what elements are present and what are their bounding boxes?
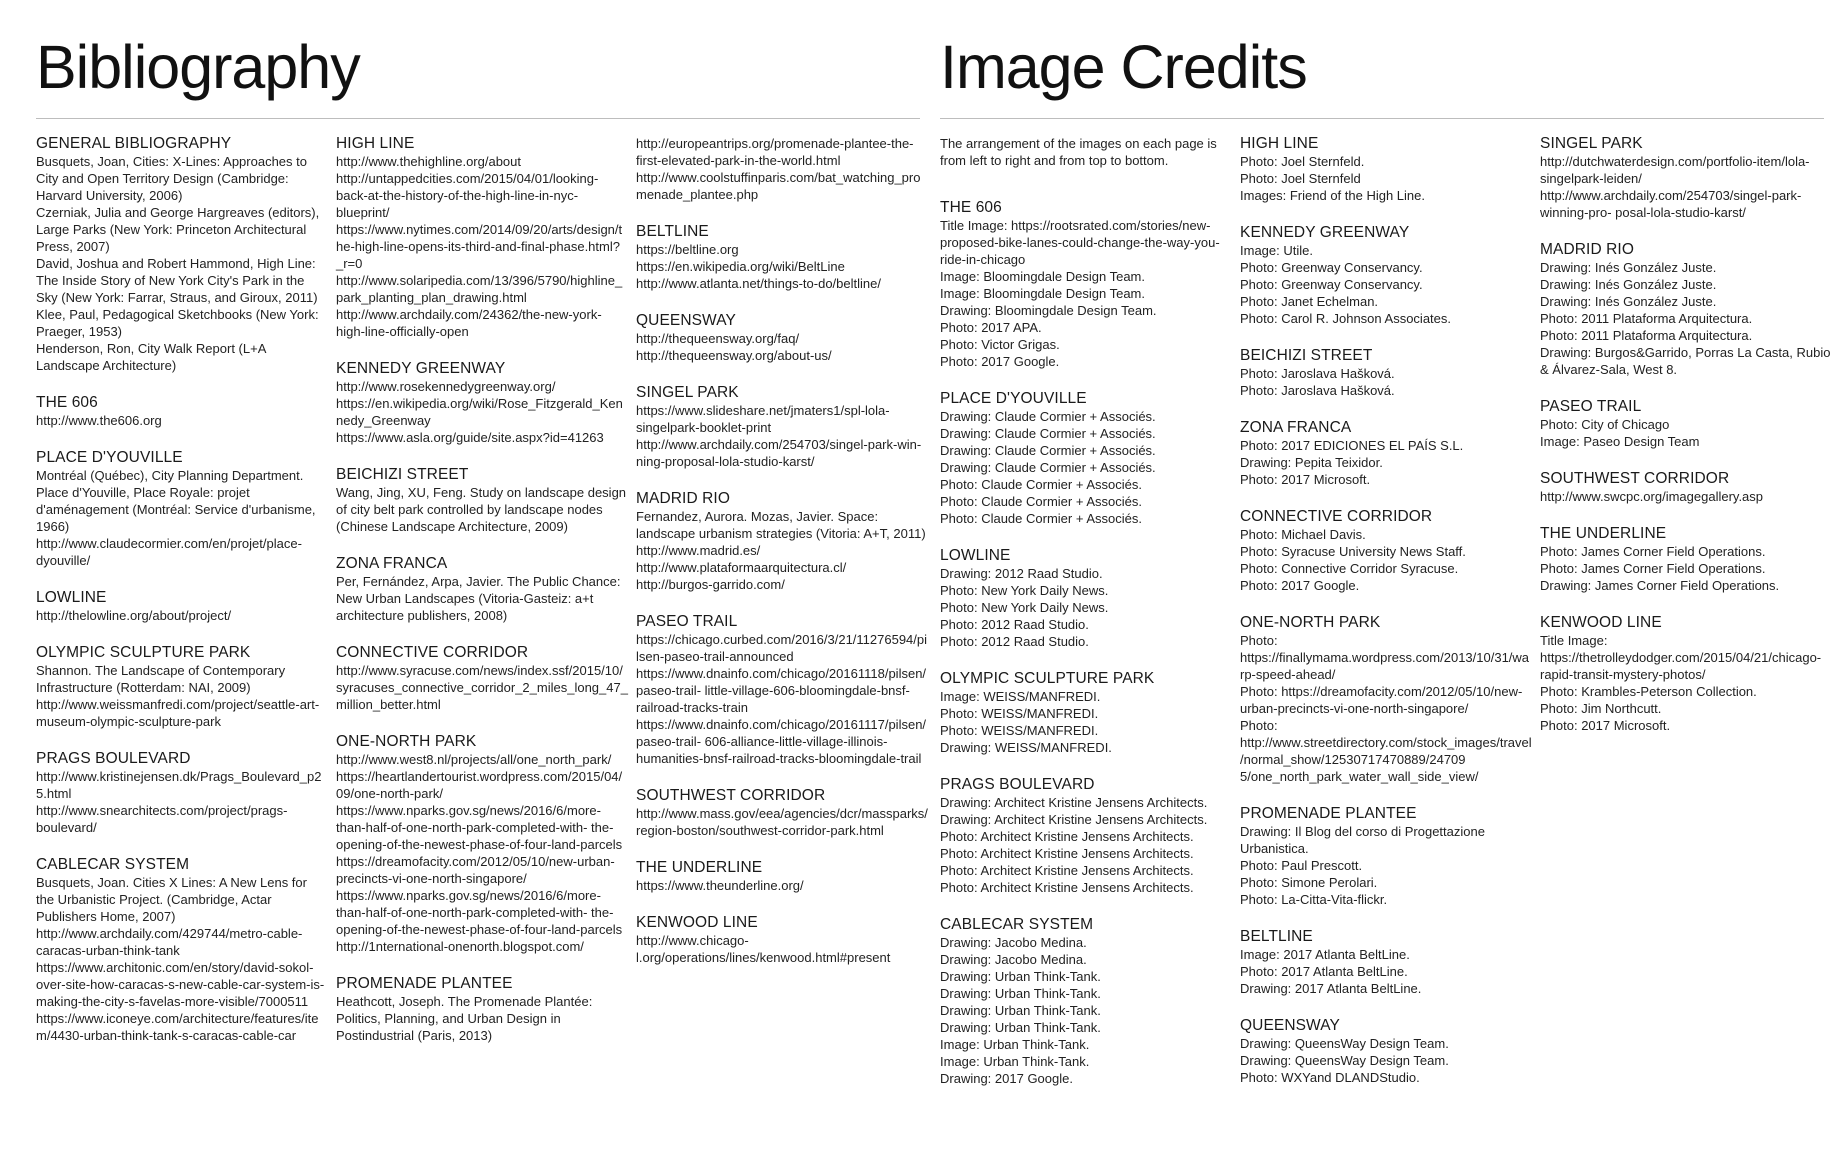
entry-line: Photo: https://finallymama.wordpress.com/2013/10/31/warp-speed-ahead/: [1240, 633, 1530, 682]
entry-line: Photo: Claude Cormier + Associés.: [940, 477, 1142, 492]
entry-title: PRAGS BOULEVARD: [940, 776, 1095, 793]
credit-entry: [1240, 135, 1532, 204]
entry-line: http://www.rosekennedygreenway.org/: [336, 379, 556, 394]
entry-line: Photo: James Corner Field Operations.: [1540, 561, 1766, 576]
bibliography-column-2: [336, 135, 628, 1064]
credit-entry: [1540, 614, 1832, 734]
entry-line: Photo: 2017 Google.: [940, 354, 1060, 369]
entry-line: Photo: La-Citta-Vita-flickr.: [1240, 892, 1388, 907]
entry-line: http://www.west8.nl/projects/all/one_north_park/ https://heartlandertourist.wordpress.com/2015/04/09/one-north-park/: [336, 752, 623, 801]
entry-line: http://www.mass.gov/eea/agencies/dcr/massparks/region-boston/southwest-corridor-park.html: [636, 806, 928, 838]
entry-line: Drawing: Urban Think-Tank.: [940, 1020, 1101, 1035]
entry-title: PROMENADE PLANTEE: [1240, 805, 1417, 822]
entry-line: https://chicago.curbed.com/2016/3/21/11276594/pilsen-paseo-trail-announced: [636, 632, 928, 664]
entry-line: http://www.archdaily.com/254703/singel-park-winning-pro- posal-lola-studio-karst/: [1540, 188, 1802, 220]
entry-title: BEICHIZI STREET: [1240, 347, 1373, 364]
entry-line: http://www.weissmanfredi.com/project/seattle-art-museum-olympic-sculpture-park: [36, 697, 320, 729]
entry-title: QUEENSWAY: [636, 312, 736, 329]
credit-entry: [940, 199, 1232, 370]
entry-title: KENWOOD LINE: [636, 914, 758, 931]
entry-line: http://www.chicago-l.org/operations/lines/kenwood.html#present: [636, 933, 891, 965]
entry-line: http://www.archdaily.com/24362/the-new-york-high-line-officially-open: [336, 307, 602, 339]
bibliography-entry: [636, 384, 928, 470]
bibliography-entry: [336, 360, 628, 446]
entry-line: Photo: Simone Perolari.: [1240, 875, 1378, 890]
entry-line: Drawing: 2017 Atlanta BeltLine.: [1240, 981, 1422, 996]
bibliography-entry: [636, 859, 928, 894]
credits-intro: The arrangement of the images on each page is from left to right and from top to bottom.: [940, 136, 1217, 168]
entry-title: PASEO TRAIL: [636, 613, 738, 630]
entry-title: KENNEDY GREENWAY: [1240, 224, 1410, 241]
credit-entry: [940, 916, 1232, 1087]
credit-entry: [1540, 398, 1832, 450]
entry-line: Photo: WXYand DLANDStudio.: [1240, 1070, 1420, 1085]
entry-title: SOUTHWEST CORRIDOR: [1540, 470, 1730, 487]
entry-line: Photo: WEISS/MANFREDI.: [940, 723, 1099, 738]
entry-title: OLYMPIC SCULPTURE PARK: [36, 644, 251, 661]
entry-title: PASEO TRAIL: [1540, 398, 1642, 415]
entry-line: Montréal (Québec), City Planning Department. Place d'Youville, Place Royale: projet d'aménagement (Montréal: Service d'urbanisme, 1966): [36, 468, 316, 534]
entry-line: Photo: 2017 Microsoft.: [1540, 718, 1671, 733]
entry-line: Klee, Paul, Pedagogical Sketchbooks (New York: Praeger, 1953): [36, 307, 319, 339]
entry-title: PRAGS BOULEVARD: [36, 750, 191, 767]
bibliography-entry: [336, 644, 628, 713]
entry-line: Drawing: Inés González Juste.: [1540, 294, 1717, 309]
entry-title: THE UNDERLINE: [1540, 525, 1667, 542]
entry-line: Drawing: Jacobo Medina.: [940, 935, 1087, 950]
bibliography-entry: [36, 589, 328, 624]
bibliography-entry: [336, 466, 628, 535]
entry-line: Image: Paseo Design Team: [1540, 434, 1700, 449]
credit-entry: [1540, 135, 1832, 221]
entry-title: ZONA FRANCA: [336, 555, 448, 572]
credit-entry: [940, 547, 1232, 650]
entry-line: http://www.thehighline.org/about: [336, 154, 522, 169]
entry-line: Photo: New York Daily News.: [940, 583, 1109, 598]
entry-title: BEICHIZI STREET: [336, 466, 469, 483]
entry-line: https://www.architonic.com/en/story/david-sokol-over-site-how-caracas-s-new-cable-car-system-is- making-the-city-s-favelas-more-visible/7000511: [36, 960, 325, 1009]
image-credits-column-3: [1540, 135, 1832, 754]
entry-title: SINGEL PARK: [1540, 135, 1643, 152]
bibliography-entry: [336, 975, 628, 1044]
entry-line: Photo: WEISS/MANFREDI.: [940, 706, 1099, 721]
entry-line: Drawing: Pepita Teixidor.: [1240, 455, 1383, 470]
entry-line: David, Joshua and Robert Hammond, High Line: The Inside Story of New York City's Park in the Sky (New York: Farrar, Straus, and Giroux, 2011): [36, 256, 318, 305]
entry-line: Photo: Architect Kristine Jensens Architects.: [940, 880, 1194, 895]
entry-line: Per, Fernández, Arpa, Javier. The Public Chance: New Urban Landscapes (Vitoria-Gasteiz: a+t architecture publishers, 2008): [336, 574, 621, 623]
credit-entry: [1240, 805, 1532, 908]
credit-entry: [1540, 241, 1832, 378]
entry-line: Photo: 2011 Plataforma Arquitectura.: [1540, 328, 1753, 343]
entry-title: BELTLINE: [1240, 928, 1313, 945]
entry-line: Czerniak, Julia and George Hargreaves (editors), Large Parks (New York: Princeton Architectural Press, 2007): [36, 205, 320, 254]
bibliography-column-1: [36, 135, 328, 1064]
bibliography-heading: Bibliography: [36, 33, 360, 101]
entry-line: Drawing: Il Blog del corso di Progettazione Urbanistica.: [1240, 824, 1485, 856]
entry-line: http://www.atlanta.net/things-to-do/beltline/: [636, 276, 881, 291]
entry-line: Photo: Architect Kristine Jensens Architects.: [940, 863, 1194, 878]
credit-entry: [940, 670, 1232, 756]
entry-title: KENNEDY GREENWAY: [336, 360, 506, 377]
entry-title: ONE-NORTH PARK: [1240, 614, 1381, 631]
entry-line: https://www.dnainfo.com/chicago/20161117/pilsen/paseo-trail- 606-alliance-little-village-illinois-humanities-bnsf-railroad-tracks-bloomingdale-trail: [636, 717, 927, 766]
credit-entry: [1540, 470, 1832, 505]
entry-line: Photo: Carol R. Johnson Associates.: [1240, 311, 1452, 326]
entry-line: https://www.asla.org/guide/site.aspx?id=41263: [336, 430, 604, 445]
entry-line: Photo: Jaroslava Hašková.: [1240, 383, 1395, 398]
entry-line: http://1nternational-onenorth.blogspot.com/: [336, 939, 584, 954]
entry-title: MADRID RIO: [1540, 241, 1634, 258]
entry-line: https://beltline.org: [636, 242, 739, 257]
entry-line: Drawing: Claude Cormier + Associés.: [940, 460, 1156, 475]
entry-line: Title Image: https://rootsrated.com/stories/new-proposed-bike-lanes-could-change-the-way-you-ride-in-chicago: [940, 218, 1220, 267]
entry-line: Photo: Greenway Conservancy.: [1240, 260, 1423, 275]
entry-line: http://burgos-garrido.com/: [636, 577, 785, 592]
entry-line: Image: 2017 Atlanta BeltLine.: [1240, 947, 1410, 962]
entry-line: Photo: 2017 EDICIONES EL PAÍS S.L.: [1240, 438, 1464, 453]
entry-line: Photo: Janet Echelman.: [1240, 294, 1379, 309]
entry-line: Heathcott, Joseph. The Promenade Plantée: Politics, Planning, and Urban Design in Postindustrial (Paris, 2013): [336, 994, 593, 1043]
entry-line: Busquets, Joan, Cities: X-Lines: Approaches to City and Open Territory Design (Cambridge: Harvard University, 2006): [36, 154, 307, 203]
bibliography-entry: [336, 555, 628, 624]
entry-title: ONE-NORTH PARK: [336, 733, 477, 750]
entry-line: Drawing: 2017 Google.: [940, 1071, 1073, 1086]
entry-title: ZONA FRANCA: [1240, 419, 1352, 436]
bibliography-entry: [636, 787, 928, 839]
entry-line: Image: Utile.: [1240, 243, 1313, 258]
entry-line: Drawing: 2012 Raad Studio.: [940, 566, 1103, 581]
entry-line: Title Image: https://thetrolleydodger.com/2015/04/21/chicago-rapid-transit-mystery-photos/: [1540, 633, 1822, 682]
entry-line: Drawing: Jacobo Medina.: [940, 952, 1087, 967]
credit-entry: [1240, 224, 1532, 327]
entry-line: Shannon. The Landscape of Contemporary Infrastructure (Rotterdam: NAI, 2009): [36, 663, 286, 695]
bibliography-entry: [336, 733, 628, 955]
entry-line: Photo: Krambles-Peterson Collection.: [1540, 684, 1757, 699]
entry-line: Image: Bloomingdale Design Team.: [940, 269, 1145, 284]
entry-line: Drawing: WEISS/MANFREDI.: [940, 740, 1112, 755]
entry-title: PLACE D'YOUVILLE: [940, 390, 1087, 407]
entry-line: http://www.claudecormier.com/en/projet/place-dyouville/: [36, 536, 302, 568]
bibliography-entry: [36, 135, 328, 374]
bibliography-entry: [36, 750, 328, 836]
bibliography-entry: [636, 312, 928, 364]
bibliography-entry: [636, 613, 928, 767]
entry-line: Photo: Paul Prescott.: [1240, 858, 1363, 873]
bibliography-entry: [36, 856, 328, 1044]
entry-title: SOUTHWEST CORRIDOR: [636, 787, 826, 804]
bibliography-entry: [636, 223, 928, 292]
entry-title: HIGH LINE: [1240, 135, 1319, 152]
entry-line: Photo: Syracuse University News Staff.: [1240, 544, 1466, 559]
entry-line: https://dreamofacity.com/2012/05/10/new-urban-precincts-vi-one-north-singapore/: [336, 854, 615, 886]
entry-title: CABLECAR SYSTEM: [36, 856, 190, 873]
entry-title: KENWOOD LINE: [1540, 614, 1662, 631]
entry-line: Photo: http://www.streetdirectory.com/stock_images/travel/normal_show/12530717470889/24709 5/one_north_park_water_wall_side_view/: [1240, 718, 1532, 784]
entry-line: Image: Bloomingdale Design Team.: [940, 286, 1145, 301]
entry-line: http://www.plataformaarquitectura.cl/: [636, 560, 847, 575]
entry-line: Photo: Jim Northcutt.: [1540, 701, 1662, 716]
bibliography-entry: [336, 135, 628, 340]
entry-line: Drawing: Burgos&Garrido, Porras La Casta, Rubio & Álvarez-Sala, West 8.: [1540, 345, 1831, 377]
entry-title: OLYMPIC SCULPTURE PARK: [940, 670, 1155, 687]
entry-line: Drawing: Bloomingdale Design Team.: [940, 303, 1157, 318]
entry-title: CONNECTIVE CORRIDOR: [336, 644, 529, 661]
entry-line: Image: WEISS/MANFREDI.: [940, 689, 1101, 704]
entry-line: Image: Urban Think-Tank.: [940, 1054, 1090, 1069]
entry-line: http://www.solaripedia.com/13/396/5790/highline_park_planting_plan_drawing.html: [336, 273, 623, 305]
image-credits-column-2: [1240, 135, 1532, 1106]
entry-line: Photo: Connective Corridor Syracuse.: [1240, 561, 1459, 576]
bibliography-column-3: [636, 135, 928, 986]
credit-entry: [1240, 928, 1532, 997]
entry-line: http://www.coolstuffinparis.com/bat_watching_promenade_plantee.php: [636, 170, 921, 202]
entry-title: THE 606: [36, 394, 98, 411]
entry-line: https://www.slideshare.net/jmaters1/spl-lola-singelpark-booklet-print: [636, 403, 890, 435]
bibliography-entry: [36, 394, 328, 429]
entry-line: Photo: Michael Davis.: [1240, 527, 1366, 542]
entry-title: MADRID RIO: [636, 490, 730, 507]
entry-line: Drawing: QueensWay Design Team.: [1240, 1036, 1449, 1051]
entry-line: Photo: New York Daily News.: [940, 600, 1109, 615]
bibliography-entry: [636, 914, 928, 966]
entry-line: Photo: 2011 Plataforma Arquitectura.: [1540, 311, 1753, 326]
entry-line: Drawing: QueensWay Design Team.: [1240, 1053, 1449, 1068]
entry-title: QUEENSWAY: [1240, 1017, 1340, 1034]
entry-line: Photo: City of Chicago: [1540, 417, 1670, 432]
entry-line: http://www.archdaily.com/429744/metro-cable-caracas-urban-think-tank: [36, 926, 303, 958]
entry-line: http://www.swcpc.org/imagegallery.asp: [1540, 489, 1764, 504]
entry-title: CABLECAR SYSTEM: [940, 916, 1094, 933]
entry-line: Photo: Victor Grigas.: [940, 337, 1060, 352]
entry-line: https://www.theunderline.org/: [636, 878, 804, 893]
entry-line: https://en.wikipedia.org/wiki/BeltLine: [636, 259, 845, 274]
entry-line: Images: Friend of the High Line.: [1240, 188, 1425, 203]
entry-line: https://www.nparks.gov.sg/news/2016/6/more-than-half-of-one-north-park-completed-with- the-opening-of-the-newest-phase-of-four-land-parcels: [336, 803, 623, 852]
entry-title: CONNECTIVE CORRIDOR: [1240, 508, 1433, 525]
entry-title: THE UNDERLINE: [636, 859, 763, 876]
entry-line: http://www.syracuse.com/news/index.ssf/2015/10/syracuses_connective_corridor_2_miles_long_47_million_better.html: [336, 663, 628, 712]
entry-line: Photo: Greenway Conservancy.: [1240, 277, 1423, 292]
entry-line: Photo: Architect Kristine Jensens Architects.: [940, 829, 1194, 844]
entry-line: Photo: Claude Cormier + Associés.: [940, 511, 1142, 526]
entry-title: PROMENADE PLANTEE: [336, 975, 513, 992]
entry-line: Photo: 2012 Raad Studio.: [940, 617, 1089, 632]
entry-title: LOWLINE: [940, 547, 1011, 564]
entry-line: http://www.snearchitects.com/project/prags-boulevard/: [36, 803, 288, 835]
entry-title: THE 606: [940, 199, 1002, 216]
entry-line: http://untappedcities.com/2015/04/01/looking-back-at-the-history-of-the-high-line-in-nyc- blueprint/: [336, 171, 599, 220]
entry-line: Photo: 2017 Microsoft.: [1240, 472, 1371, 487]
entry-line: Photo: 2017 Google.: [1240, 578, 1360, 593]
entry-title: LOWLINE: [36, 589, 107, 606]
image-credits-divider: [940, 118, 1824, 119]
entry-line: Photo: Architect Kristine Jensens Architects.: [940, 846, 1194, 861]
entry-line: https://www.nytimes.com/2014/09/20/arts/design/the-high-line-opens-its-third-and-final-phase.html?_r=0: [336, 222, 623, 271]
entry-line: http://dutchwaterdesign.com/portfolio-item/lola-singelpark-leiden/: [1540, 154, 1810, 186]
bibliography-entry: [36, 644, 328, 730]
entry-line: Photo: Joel Sternfeld: [1240, 171, 1361, 186]
entry-title: HIGH LINE: [336, 135, 415, 152]
entry-line: Drawing: Architect Kristine Jensens Architects.: [940, 795, 1208, 810]
credit-entry: [1240, 347, 1532, 399]
entry-line: Fernandez, Aurora. Mozas, Javier. Space: landscape urbanism strategies (Vitoria: A+T, 2011): [636, 509, 926, 541]
entry-line: http://www.kristinejensen.dk/Prags_Boulevard_p25.html: [36, 769, 322, 801]
credit-entry: [1240, 614, 1532, 785]
entry-line: Drawing: Urban Think-Tank.: [940, 1003, 1101, 1018]
entry-title: PLACE D'YOUVILLE: [36, 449, 183, 466]
entry-line: http://thequeensway.org/faq/: [636, 331, 800, 346]
entry-line: Drawing: Claude Cormier + Associés.: [940, 443, 1156, 458]
entry-line: http://www.archdaily.com/254703/singel-park-win- ning-proposal-lola-studio-karst/: [636, 437, 922, 469]
image-credits-heading: Image Credits: [940, 33, 1307, 101]
entry-line: Drawing: Urban Think-Tank.: [940, 969, 1101, 984]
entry-line: http://thequeensway.org/about-us/: [636, 348, 832, 363]
entry-line: Busquets, Joan. Cities X Lines: A New Lens for the Urbanistic Project. (Cambridge, Actar Publishers Home, 2007): [36, 875, 307, 924]
entry-line: Drawing: Claude Cormier + Associés.: [940, 426, 1156, 441]
credit-entry: [940, 390, 1232, 527]
credit-entry: [1240, 419, 1532, 488]
bibliography-divider: [36, 118, 920, 119]
credit-entry: [1540, 525, 1832, 594]
entry-line: Drawing: Urban Think-Tank.: [940, 986, 1101, 1001]
entry-line: https://www.nparks.gov.sg/news/2016/6/more-than-half-of-one-north-park-completed-with- the-opening-of-the-newest-phase-of-four-land-parcels: [336, 888, 623, 937]
entry-line: Drawing: Inés González Juste.: [1540, 277, 1717, 292]
image-credits-column-1: [940, 135, 1232, 1107]
entry-line: Henderson, Ron, City Walk Report (L+A Landscape Architecture): [36, 341, 266, 373]
entry-line: Image: Urban Think-Tank.: [940, 1037, 1090, 1052]
bibliography-entry: [36, 449, 328, 569]
entry-line: http://europeantrips.org/promenade-plantee-the-first-elevated-park-in-the-world.html: [636, 136, 914, 168]
entry-line: Photo: Joel Sternfeld.: [1240, 154, 1365, 169]
bibliography-entry: [636, 135, 928, 203]
credit-entry: [1240, 508, 1532, 594]
entry-line: http://thelowline.org/about/project/: [36, 608, 232, 623]
entry-title: GENERAL BIBLIOGRAPHY: [36, 135, 232, 152]
entry-line: Photo: 2012 Raad Studio.: [940, 634, 1089, 649]
entry-line: Drawing: James Corner Field Operations.: [1540, 578, 1780, 593]
entry-line: https://www.iconeye.com/architecture/features/item/4430-urban-think-tank-s-caracas-cable-car: [36, 1011, 319, 1043]
entry-line: Drawing: Architect Kristine Jensens Architects.: [940, 812, 1208, 827]
credit-entry: [1240, 1017, 1532, 1086]
entry-line: Photo: James Corner Field Operations.: [1540, 544, 1766, 559]
entry-line: Photo: Claude Cormier + Associés.: [940, 494, 1142, 509]
entry-line: https://www.dnainfo.com/chicago/20161118/pilsen/paseo-trail- little-village-606-bloomingdale-bnsf-railroad-tracks-train: [636, 666, 927, 715]
entry-line: Photo: 2017 Atlanta BeltLine.: [1240, 964, 1408, 979]
entry-line: Photo: https://dreamofacity.com/2012/05/10/new-urban-precincts-vi-one-north-singapore/: [1240, 684, 1523, 716]
credit-entry: [940, 776, 1232, 896]
entry-line: Wang, Jing, XU, Feng. Study on landscape design of city belt park controlled by landscape nodes (Chinese Landscape Architecture, 2009): [336, 485, 627, 534]
entry-line: https://en.wikipedia.org/wiki/Rose_Fitzgerald_Kennedy_Greenway: [336, 396, 623, 428]
entry-line: Photo: Jaroslava Hašková.: [1240, 366, 1395, 381]
entry-line: http://www.the606.org: [36, 413, 162, 428]
entry-line: Photo: 2017 APA.: [940, 320, 1042, 335]
entry-line: Drawing: Inés González Juste.: [1540, 260, 1717, 275]
entry-title: SINGEL PARK: [636, 384, 739, 401]
entry-title: BELTLINE: [636, 223, 709, 240]
entry-line: http://www.madrid.es/: [636, 543, 761, 558]
entry-line: Drawing: Claude Cormier + Associés.: [940, 409, 1156, 424]
bibliography-entry: [636, 490, 928, 593]
